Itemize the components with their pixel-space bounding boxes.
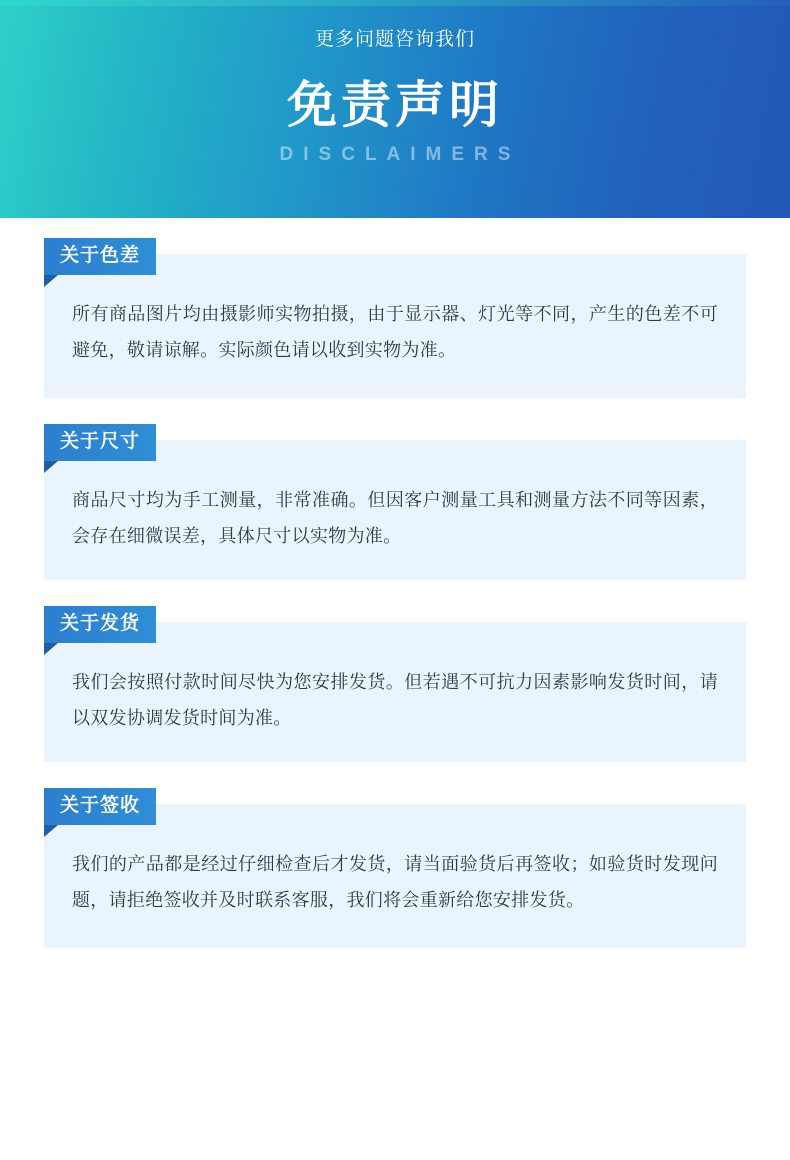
disclaimer-card-color xyxy=(44,245,746,398)
disclaimer-card-receipt xyxy=(44,795,746,948)
section-text-shipping: 我们会按照付款时间尽快为您安排发货。但若遇不可抗力因素影响发货时间，请以双发协调发货时间为准。 xyxy=(72,672,718,728)
page-title-english: DISCLAIMERS xyxy=(279,144,521,165)
disclaimer-card-shipping xyxy=(44,613,746,762)
page-header xyxy=(0,0,790,218)
header-content xyxy=(0,26,790,166)
disclaimer-sections xyxy=(0,218,790,968)
section-text-receipt: 我们的产品都是经过仔细检查后才发货，请当面验货后再签收；如验货时发现问题，请拒绝签收并及时联系客服，我们将会重新给您安排发货。 xyxy=(72,854,718,910)
section-text-color: 所有商品图片均由摄影师实物拍摄，由于显示器、灯光等不同，产生的色差不可避免，敬请谅解。实际颜色请以收到实物为准。 xyxy=(72,304,718,360)
header-subtitle: 更多问题咨询我们 xyxy=(314,29,475,50)
page-title: 免责声明 xyxy=(287,77,503,133)
section-tag-size: 关于尺寸 xyxy=(44,424,156,461)
section-tag-receipt: 关于签收 xyxy=(44,788,156,825)
disclaimer-card-size xyxy=(44,431,746,580)
section-tag-color: 关于色差 xyxy=(44,238,156,275)
section-text-size: 商品尺寸均为手工测量，非常准确。但因客户测量工具和测量方法不同等因素，会存在细微误差，具体尺寸以实物为准。 xyxy=(72,490,718,546)
section-tag-shipping: 关于发货 xyxy=(44,606,156,643)
